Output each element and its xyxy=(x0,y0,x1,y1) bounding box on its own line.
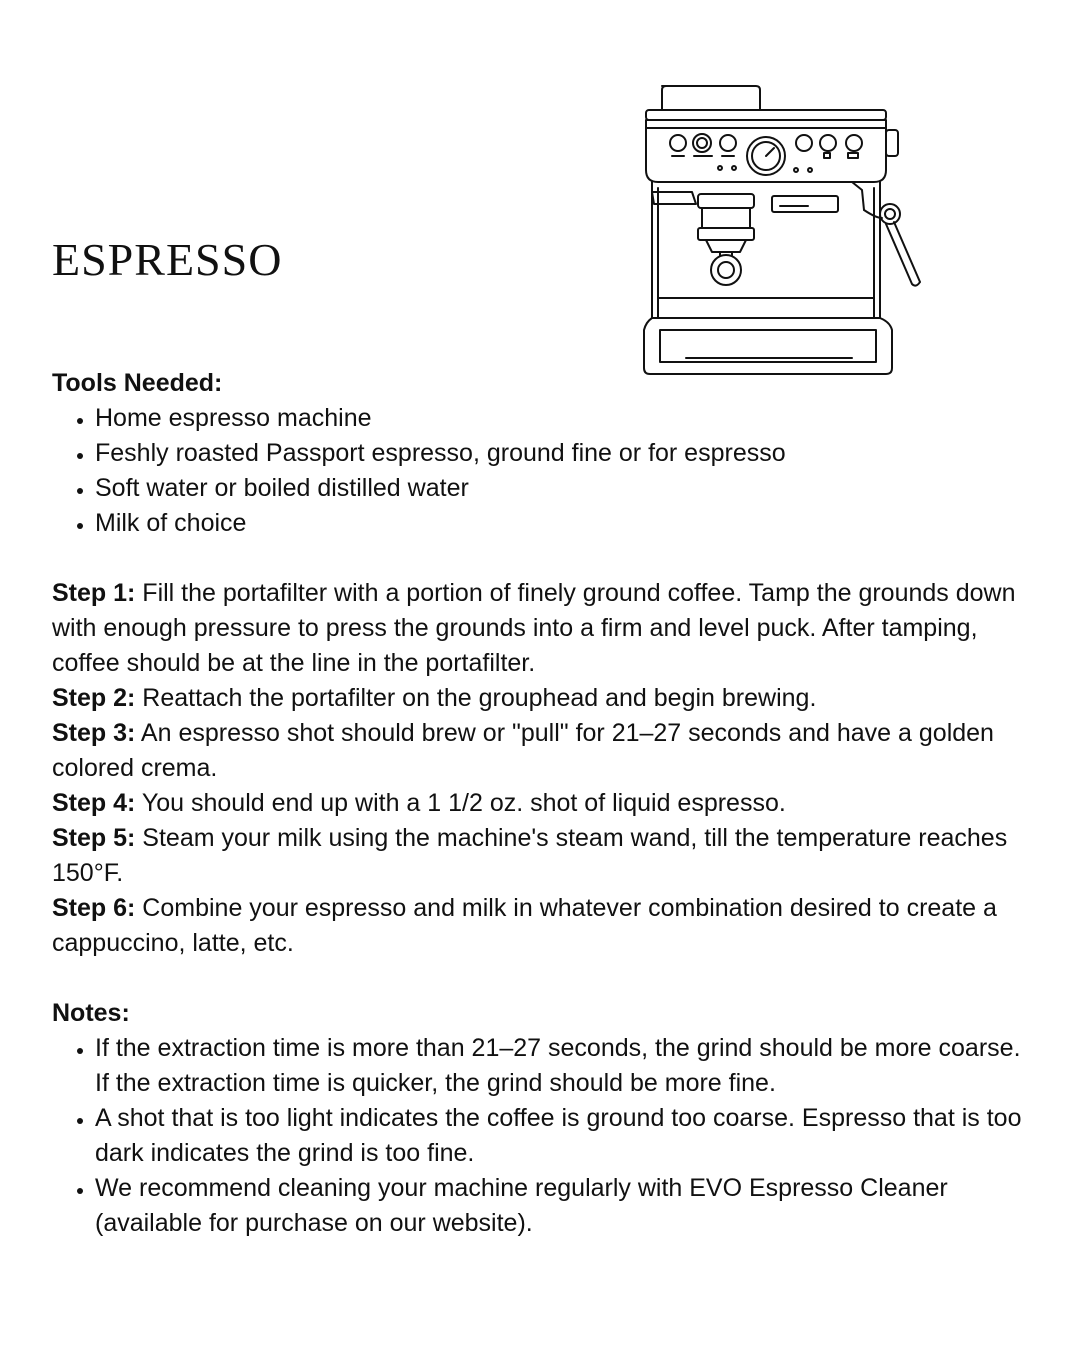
step-text: You should end up with a 1 1/2 oz. shot of liquid espresso. xyxy=(135,789,786,817)
spacer xyxy=(52,541,1032,576)
step-label: Step 6: xyxy=(52,894,136,922)
list-item: • Milk of choice xyxy=(95,506,1032,541)
step-5 xyxy=(52,821,1032,891)
step-text: An espresso shot should brew or "pull" for 21–27 seconds and have a golden colored crema. xyxy=(52,719,994,782)
list-item: • Feshly roasted Passport espresso, ground fine or for espresso xyxy=(95,436,1032,471)
tools-heading: Tools Needed: xyxy=(52,369,223,397)
step-text: Steam your milk using the machine's steam wand, till the temperature reaches 150°F. xyxy=(52,824,1008,887)
step-4 xyxy=(52,786,1032,821)
step-6 xyxy=(52,891,1032,961)
step-label: Step 5: xyxy=(52,824,136,852)
notes-list xyxy=(52,1031,1032,1241)
step-label: Step 3: xyxy=(52,719,136,747)
step-3 xyxy=(52,716,1032,786)
step-label: Step 1: xyxy=(52,579,136,607)
step-label: Step 2: xyxy=(52,684,136,712)
notes-heading: Notes: xyxy=(52,999,130,1027)
tools-list xyxy=(52,401,1032,541)
list-item: • We recommend cleaning your machine regularly with EVO Espresso Cleaner (available for purchase on our website). xyxy=(95,1171,1032,1241)
list-item: • If the extraction time is more than 21–27 seconds, the grind should be more coarse. If the extraction time is quicker, the grind should be more fine. xyxy=(95,1031,1032,1101)
spacer xyxy=(52,961,1032,996)
list-item: • A shot that is too light indicates the coffee is ground too coarse. Espresso that is too dark indicates the grind is too fine. xyxy=(95,1101,1032,1171)
espresso-machine-illustration xyxy=(636,78,926,380)
step-2 xyxy=(52,681,1032,716)
recipe-content xyxy=(52,366,1032,1241)
step-text: Reattach the portafilter on the grouphead and begin brewing. xyxy=(135,684,817,712)
page-title: ESPRESSO xyxy=(52,234,283,285)
step-text: Combine your espresso and milk in whatever combination desired to create a cappuccino, latte, etc. xyxy=(52,894,997,957)
list-item: • Soft water or boiled distilled water xyxy=(95,471,1032,506)
step-text: Fill the portafilter with a portion of finely ground coffee. Tamp the grounds down with enough pressure to press the grounds into a firm and level puck. After tamping, coffee should be at the line in the portafilter. xyxy=(52,579,1016,677)
step-1 xyxy=(52,576,1032,681)
list-item: • Home espresso machine xyxy=(95,401,1032,436)
step-label: Step 4: xyxy=(52,789,136,817)
